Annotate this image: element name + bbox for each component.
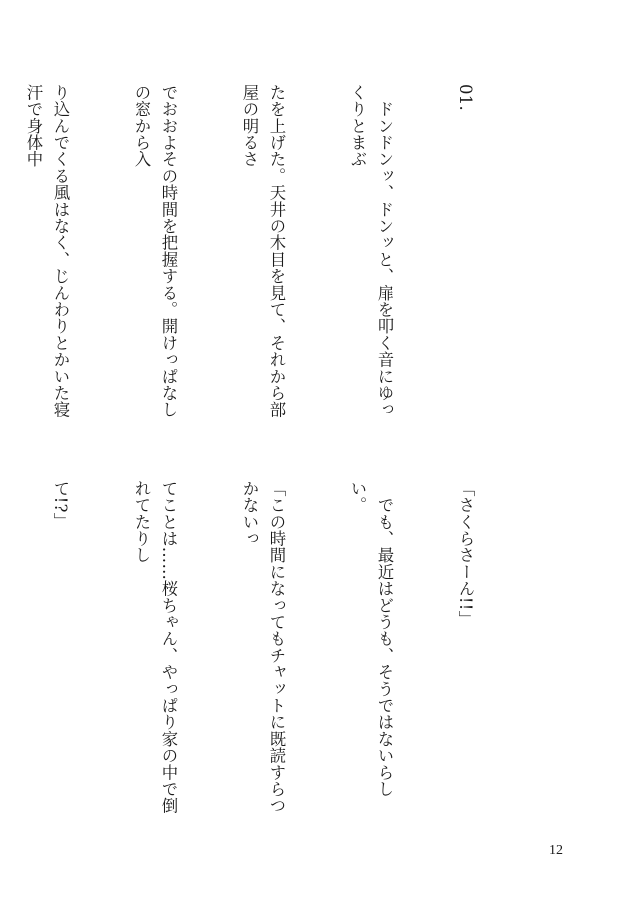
text-line: ドンドンッ、ドンッと、扉を叩く音にゆっくりとまぶ [348, 84, 394, 418]
text-line: でも、最近はどうも、そうではないらしい。 [348, 480, 394, 798]
text-line: てことは……桜ちゃん、やっぱり家の中で倒れてたりし [132, 480, 178, 814]
text-line: たを上げた。天井の木目を見て、それから部屋の明るさ [240, 84, 286, 418]
text-line: でおおよその時間を把握する。開けっぱなしの窓から入 [132, 84, 178, 418]
text-line: 「さくらさーん!!」 [456, 480, 475, 628]
text-line: て!?」 [51, 480, 70, 530]
chapter-number: 01. [456, 84, 475, 111]
page-number: 12 [549, 843, 563, 858]
text-line: 「この時間になってもチャットに既読すらつかないっ [240, 480, 286, 814]
text-line: り込んでくる風はなく、じんわりとかいた寝汗で身体中 [24, 84, 70, 418]
upper-text-block [24, 84, 533, 430]
lower-text-block [51, 480, 533, 825]
